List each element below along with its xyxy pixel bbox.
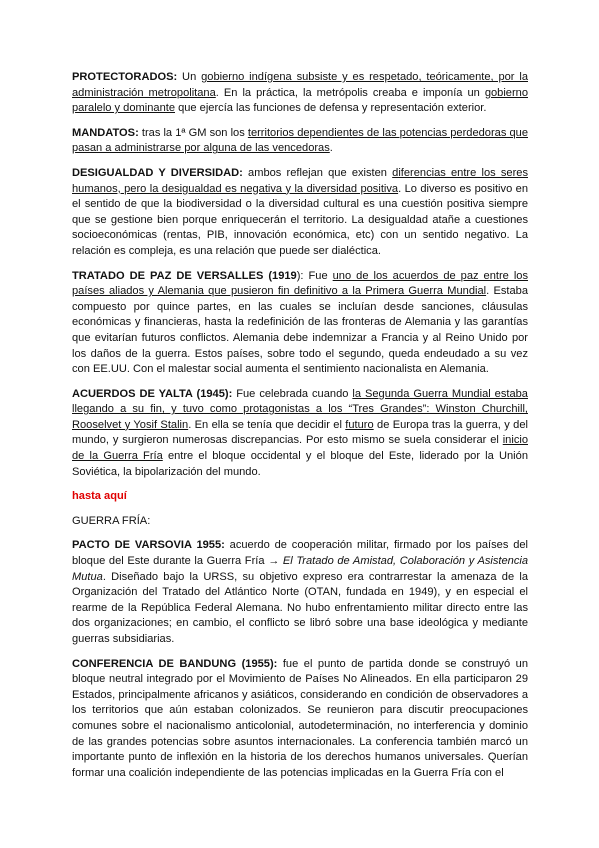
text: acuerdo de cooperación militar, firmado por los países del bloque del Este durante la Guerra Fría → — [72, 539, 529, 568]
text: . Diseñado bajo la URSS, su objetivo expreso era contrarrestar la amenaza de la Organización del Tratado del Atlántico Norte (OTAN, fundada en 1949), y en especial el rearme de la República Federal Alemana. No hubo enfrentamiento militar directo entre las dos organizaciones; en cambio, el conflicto se libró sobre una base ideológica y mediante guerras subsidiarias. — [72, 570, 528, 645]
text: fue el punto de partida donde se construyó un bloque neutral integrado por el Movimiento de Países No Alineados. En ella participaron 29 Estados, principalmente africanos y asiáticos, considerando en condición de observadores a los territorios que aún estaban colonizados. Se reunieron para discutir preocupaciones comunes sobre el nacionalismo anticolonial, autodeterminación, no interferencia y dominio de las grandes potencias sobre asuntos internacionales. La conferencia también marcó un importante punto de inflexión en la historia de los derechos humanos universales. Querían formar una coalición independiente de las potencias implicadas en la Guerra Fría con el — [72, 657, 528, 779]
paragraph-versalles — [72, 269, 528, 378]
underlined-text: uno de los acuerdos de paz entre los países aliados y Alemania que pusieron fin definitivo a la Primera Guerra Mundial — [72, 269, 529, 298]
term-desigualdad: DESIGUALDAD Y DIVERSIDAD: — [72, 166, 243, 179]
text: de Europa tras la guerra, y del mundo, y surgieron numerosas discrepancias. Por esto mismo se suela considerar el — [72, 418, 528, 447]
text: ambos reflejan que existen — [242, 166, 393, 179]
text: . Lo diverso es positivo en el sentido de que la biodiversidad o la diversidad cultural es una cuestión positiva siempre que se gestione bien porque enriquecerán el territorio. La desigualdad atañe a cuestiones socioeconómicas (rentas, PIB, innovación económica, etc) con un sentido negativo. La relación es compleja, es una relación que puede ser dialéctica. — [72, 182, 528, 257]
term-mandatos: MANDATOS: — [72, 126, 139, 139]
text: . En ella se tenía que decidir el — [188, 418, 346, 431]
paragraph-desigualdad — [72, 166, 528, 260]
term-versalles: TRATADO DE PAZ DE VERSALLES (1919 — [72, 269, 297, 282]
paragraph-yalta — [72, 387, 528, 481]
underlined-text: futuro — [345, 418, 374, 431]
paragraph-bandung — [72, 657, 528, 782]
underlined-text: inicio de la Guerra Fría — [72, 434, 528, 463]
paragraph-mandatos — [72, 126, 528, 157]
paragraph-protectorados — [72, 70, 528, 117]
text: tras la 1ª GM son los — [138, 126, 248, 139]
underlined-text: gobierno indígena subsiste y es respetado, teóricamente, por la administración metropolitana — [72, 71, 528, 99]
text: Fue celebrada cuando — [232, 387, 353, 400]
underlined-text: territorios dependientes de las potencias perdedoras que pasan a administrarse por alguna de las vencedoras — [72, 126, 528, 155]
text: . — [329, 142, 333, 155]
text: ): Fue — [296, 269, 333, 282]
term-bandung: CONFERENCIA DE BANDUNG (1955): — [72, 657, 278, 670]
text: Un — [177, 71, 202, 83]
italic-text: El Tratado de Amistad, Colaboración y Asistencia Mutua — [72, 555, 529, 583]
term-yalta: ACUERDOS DE YALTA (1945): — [72, 387, 233, 400]
hasta-aqui-note: hasta aquí — [72, 490, 127, 503]
paragraph-varsovia — [72, 538, 528, 647]
term-protectorados: PROTECTORADOS: — [72, 71, 178, 83]
text: . Estaba compuesto por quince partes, en las cuales se incluían desde sanciones, cláusulas económicas y financieras, hasta la redefinición de las fronteras de Alemania y las garantías que evitarían futuros conflictos. Alemania debe indemnizar a Francia y al Reino Unido por los daños de la guerra. Estos países, sobre todo el segundo, queda endeudado a su vez con EE.UU. Con el malestar social aumenta el sentimiento nacionalista en Alemania. — [72, 285, 529, 376]
underlined-text: gobierno paralelo y dominante — [72, 86, 528, 115]
section-heading-guerra-fria: GUERRA FRÍA: — [72, 514, 151, 527]
text: que ejercía las funciones de defensa y representación exterior. — [175, 102, 487, 115]
text: . En la práctica, la metrópolis creaba e imponía un — [215, 86, 485, 99]
term-varsovia: PACTO DE VARSOVIA 1955: — [72, 539, 225, 552]
underlined-text: la Segunda Guerra Mundial estaba llegando a su fin, y tuvo como protagonistas a los “Tres Grandes”: Winston Churchill, Rooselvet y Yosif Stalin — [72, 387, 528, 431]
underlined-text: diferencias entre los seres humanos, pero la desigualdad es negativa y la diversidad positiva — [72, 166, 528, 195]
text: entre el bloque occidental y el bloque del Este, liderado por la Unión Soviética, la bipolarización del mundo. — [72, 450, 528, 478]
